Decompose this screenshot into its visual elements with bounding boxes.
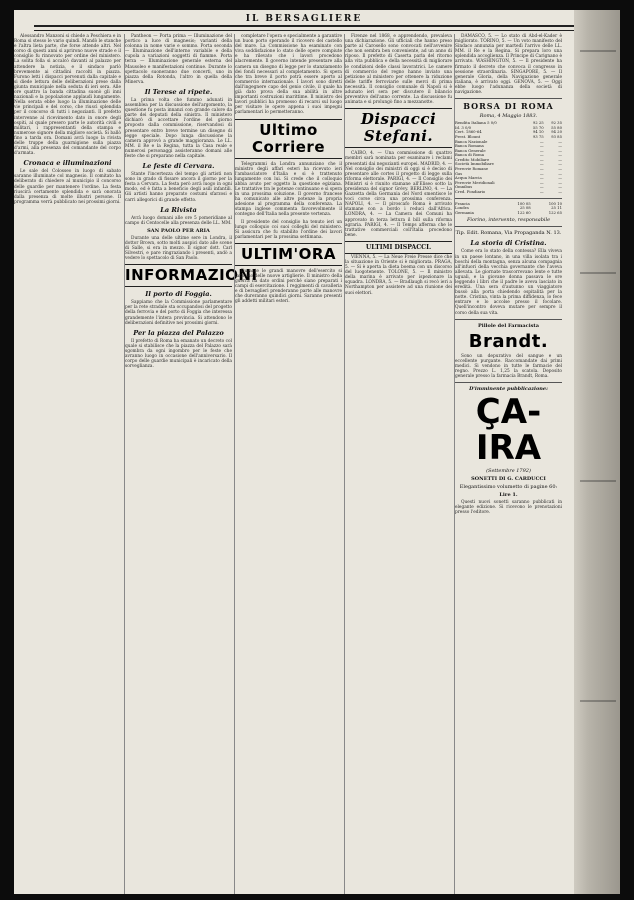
- informazioni-headline: INFORMAZIONI: [125, 264, 232, 287]
- borsa-label: Credito Mobiliare: [455, 156, 490, 162]
- column-2-text-f: Il prefetto di Roma ha emanato un decreto col quale si stabilisce che la piazza del Palazzo sarà sgombra da ogni ingombro per le feste che avranno luogo in occasione dell'anniversario. Il corpo delle guardie municipali è incaricato della sorveglianza.: [125, 338, 232, 370]
- ad-rule-2: [455, 382, 562, 383]
- column-3-text-3: Il presidente del consiglio ha tenuto ieri un lungo colloquio coi suoi colleghi del ministero. Si assicura che fu stabilito l'ordine dei lavori parlamentari per la prossima settimana.: [235, 219, 342, 240]
- gutter-mark: [580, 700, 616, 702]
- borsa-label: Banca di Roma: [455, 152, 484, 158]
- binding-gutter: [574, 10, 620, 894]
- borsa-value: —: [539, 147, 544, 153]
- gutter-mark: [580, 272, 616, 274]
- column-4: [344, 34, 452, 894]
- borsa-value: 93 75: [532, 133, 544, 139]
- borsa-value: —: [558, 138, 562, 144]
- column-2-text-c: Avrà luogo domani alle ore 5 pomeridiane al campo di Centocelle alla presenza delle LL. MM.: [125, 215, 232, 226]
- borsa-value: —: [539, 170, 544, 176]
- feuilleton-title: La storia di Cristina.: [470, 239, 547, 248]
- column-2-text-a: La prima volta che fummo adunati in assemblea per la discussione dell'argomento, la questione fu posta innanzi con grande calore da parte dei deputati della sinistra. Il ministero dichiarò di accettare l'ordine del giorno proposto dalla commissione, riservandosi di presentare entro breve termine un disegno di legge speciale. Dopo lunga discussione la camera approvò a grande maggioranza. Le LL. MM. il Re e la Regina, tutta la Casa reale e numerosi personaggi assisteranno domani alle feste che si preparano nella capitale.: [125, 97, 232, 159]
- borsa-value: —: [558, 184, 562, 190]
- column-1: [14, 34, 121, 894]
- borsa-note: Fiorino, intervento, responsabile: [466, 217, 551, 224]
- borsa-value: 122 60: [517, 209, 531, 215]
- ad-2-text: Questi nuovi sonetti saranno pubblicati in elegante edizione. Si ricevono le prenotazioni presso l'editore.: [455, 500, 562, 516]
- column-2-text-d: Durante una delle ultime sere in Londra, il dottor Brown, sotto molti auspici dato alle scene di Salle, si era in mezzo. Il signor dott. Carl Silvestri, e pare ringraziando i presenti, andò a vedere lo spettacolo di San Paolo.: [125, 235, 232, 262]
- column-3-text-4: Durante le grandi manovre dell'esercito si farà uso delle nuove artiglierie. Il ministro della guerra ha dato ordini perché siano preparati i campi di esercitazione. I reggimenti di cavalleria e di bersaglieri prenderanno parte alle manovre che dureranno quindici giorni. Saranno presenti gli addetti militari esteri.: [235, 268, 342, 305]
- borsa-label: Ferrovie Romane: [455, 166, 489, 172]
- borsa-value: 94 20: [551, 129, 562, 135]
- borsa-label: Omnibus: [455, 184, 473, 190]
- borsa-value: 122 65: [548, 209, 562, 215]
- borsa-value: —: [558, 161, 562, 167]
- borsa-value: —: [558, 166, 562, 172]
- gutter-mark: [580, 480, 616, 482]
- ultim-ora-headline: ULTIM'ORA: [235, 243, 342, 266]
- borsa-rule: [455, 198, 562, 199]
- column-2-text-e: Sappiamo che la Commissione parlamentare per la rete stradale sta occupandosi del progetto della ferrovia e del porto di Foggia che interessa grandemente l'intera provincia. Si attendono le deliberazioni definitive nei prossimi giorni.: [125, 300, 232, 326]
- column-2-heading-2: Le feste di Cervara.: [142, 162, 215, 171]
- borsa-value: —: [539, 184, 544, 190]
- borsa-value: 94 10: [532, 129, 544, 135]
- column-2-heading-3: La Rivista: [160, 205, 197, 214]
- borsa-label: Gas: [455, 170, 463, 176]
- column-4-text-3: VIENNA, 5. — La Neue Freie Presse dice che la situazione in Oriente si è migliorata. PRAGA, 5. — Si è aperta la dieta boema con un discorso del luogotenente. TOLONE, 5. — Il ministro della marina è arrivato per ispezionare la squadra. LONDRA, 5. — Bradlaugh si recò ieri a Northampton per assistere ad una riunione dei suoi elettori.: [345, 254, 452, 296]
- borsa-label: Rendita Italiana 5 0/0: [455, 120, 497, 126]
- borsa-date: Roma, 4 Maggio 1883.: [479, 113, 538, 120]
- ad-1-text: Sono un depurativo del sangue e un eccellente purgante. Raccomandate dai primi medici. Si vendono in tutte le farmacie del regno. Prezzo L. 1,25 la scatola. Deposito generale presso la farmacia Brandt, Roma.: [455, 353, 562, 379]
- ad-rule-1: [455, 319, 562, 320]
- borsa-label: Id. 3 0/0: [455, 124, 472, 130]
- column-4-text: Firenze nel 1868, e apprendendo, prevaleva una dichiarazione. Gli ufficiali che hanno preso parte al Carosello sono convocati nell'avvenire che non sembra ben conveniente, ad un anno di riposo. Il prefetto di Caserta parla del ritorno alla vita pubblica e della necessità di migliorare le condizioni delle classi lavoratrici. Le camere di commercio del regno hanno inviato una petizione al ministero per ottenere la riduzione delle tariffe ferroviarie sulle merci di prima necessità. Il consiglio comunale di Napoli si è adunato ieri sera per discutere il bilancio preventivo dell'anno corrente. La discussione fu animata e si prolungò fino a mezzanotte.: [345, 34, 452, 106]
- borsa-value: —: [558, 147, 562, 153]
- borsa-value: —: [539, 156, 544, 162]
- ad-2-price-label: Elegantissimo volumetto di pagine 60:: [459, 484, 558, 491]
- printer-line: Tip. Edit. Romana, Via Propaganda N. 13.: [455, 230, 562, 237]
- ad-2-author: SONETTI DI G. CARDUCCI: [471, 476, 546, 483]
- feuilleton-text: Come era lo stato della contessa? Ella viveva in un paese lontano, in una villa isolata tra i boschi della montagna, senza alcuna compagnia all'infuori della vecchia governante che l'aveva allevata. Le giornate trascorrevano lente e tutte uguali, e la giovane donna passava le ore leggendo i libri che il padre le aveva lasciato in eredità. Una sera d'autunno un viaggiatore bussò alla porta chiedendo ospitalità per la notte. Cristina, vinta la prima diffidenza, lo fece entrare e lo accolse presso il focolare. Quell'incontro doveva mutare per sempre il corso della sua vita.: [455, 249, 562, 316]
- borsa-value: 93 85: [551, 133, 562, 139]
- column-2-heading-6: Per la piazza del Palazzo: [133, 328, 224, 337]
- column-2-heading-1: Il Terese al ripete.: [144, 87, 213, 96]
- ad-2-subtitle: (Settembre 1792): [486, 468, 531, 475]
- borsa-row: [455, 190, 562, 195]
- column-4-text-2: CAIRO, 4. — Una commissione di quattro membri sarà nominata per esaminare i reclami presentati dai negozianti europei. MADRID, 4. — Nel consiglio dei ministri di oggi si è deciso di presentare alle cortes il progetto di legge sulla riforma elettorale. PARIGI, 4. — Il Consiglio dei Ministri si è riunito stamane all'Eliseo sotto la presidenza del signor Grévy. BERLINO, 4. — La Gazzetta della Germania del Nord smentisce le voci corse circa una prossima conferenza. NAPOLI, 4. — Il piroscafo Roma è arrivato stamane con a bordo i reduci dall'Africa. LONDRA, 4. — La Camera dei Comuni ha approvato in terza lettura il bill sulla riforma agraria. PARIGI, 4. — Il Temps afferma che le trattative commerciali coll'Italia procedono bene.: [345, 151, 452, 238]
- borsa-value: 25 08: [519, 205, 531, 211]
- column-1-section-heading: Cronaca e illuminazioni: [23, 159, 112, 168]
- borsa-label: Cert. 1860-64: [455, 129, 482, 135]
- borsa-title: BORSA DI ROMA: [463, 101, 554, 112]
- borsa-value: —: [539, 189, 544, 195]
- borsa-label: Acqua Marcia: [455, 175, 482, 181]
- column-5-rule-2: [455, 226, 562, 227]
- masthead-rule: [34, 25, 574, 31]
- ultimo-corriere-headline: Ultimo Corriere: [235, 119, 342, 159]
- borsa-value: —: [539, 166, 544, 172]
- borsa-label: Prest. Blount: [455, 133, 481, 139]
- borsa-value: —: [539, 161, 544, 167]
- ad-1-title: Brandt.: [468, 330, 549, 352]
- borsa-table: [455, 121, 562, 195]
- borsa-value: —: [558, 156, 562, 162]
- borsa-label: Cred. Fondiario: [455, 189, 486, 195]
- ad-1-pretitle: Pillole del Farmacista: [478, 322, 539, 329]
- borsa-label: Banca Romana: [455, 143, 484, 149]
- borsa-value: —: [558, 189, 562, 195]
- borsa-value: —: [539, 152, 544, 158]
- column-2-text-b: Stante l'incertezza del tempo gli artisti non sono in grado di fissare ancora il giorno per la festa a Cervara. La festa però avrà luogo in ogni modo, ed è fatta a beneficio degli asili infantili. Gli artisti hanno preparato costumi sfarzosi e carri allegorici di grande effetto.: [125, 172, 232, 203]
- column-3-text: completare l'opera e specialmente a garantire un buon porto sperando il ricovero del castello del mare. La Commissione ha esaminato con viva soddisfazione lo stato delle opere compiute e ha rilevato che i lavori procedono alacremente. Il governo intende presentare alla camera un disegno di legge per lo stanziamento dei fondi necessari al completamento. Si spera che tra breve il porto potrà essere aperto al commercio internazionale. I lavori sono diretti dall'ingegnere capo del genio civile, il quale ha già dato prova della sua abilità in altre importanti costruzioni marittime. Il ministro dei lavori pubblici ha promesso di recarsi sul luogo per visitare le opere appena i suoi impegni parlamentari lo permetteranno.: [235, 34, 342, 116]
- borsa-label: Banca Nazionale: [455, 138, 488, 144]
- ad-2-title: ÇA-IRA: [475, 392, 542, 469]
- borsa-row: [455, 211, 562, 216]
- borsa-label: Ferrovie Meridionali: [455, 179, 495, 185]
- column-5-text: DAMASCO, 5. — Lo stato di Abd-el-Kader è migliorato. TORINO, 5. — Un voto manifesto del Sindaco annunzia per martedì l'arrivo delle LL. MM. il Re e la Regina. Si prepara loro una splendida accoglienza. Il Principe di Carignano è arrivato. WASHINGTON, 5. — Il presidente ha firmato il decreto che convoca il congresso in sessione straordinaria. SINGAPORE, 5. — Il generale Gloria, della Navigazione generale italiana, è arrivato oggi. GENOVA, 5. — Oggi ebbe luogo l'adunanza della società di navigazione.: [455, 34, 562, 96]
- column-2-heading-4: SAN PAOLO PER ARIA: [147, 227, 210, 234]
- borsa-value: —: [558, 179, 562, 185]
- borsa-value: —: [558, 143, 562, 149]
- borsa-label: Banca Generale: [455, 147, 486, 153]
- column-2: [124, 34, 258, 894]
- borsa-value: 55 70: [532, 124, 544, 130]
- borsa-value: —: [539, 175, 544, 181]
- gutter-mark: [580, 50, 616, 52]
- column-2-heading-5: Il porto di Foggia.: [145, 290, 212, 299]
- column-3: [234, 34, 342, 894]
- dispacci-stefani-headline: Dispacci Stefani.: [345, 108, 452, 148]
- borsa-value: —: [539, 143, 544, 149]
- borsa-value: 55 80: [551, 124, 562, 130]
- newspaper-page: [14, 10, 620, 894]
- borsa-value: 25 11: [551, 205, 562, 211]
- borsa-value: 92 25: [532, 120, 544, 126]
- ad-2-price: Lire 1.: [499, 492, 518, 499]
- borsa-label: Londra: [455, 205, 469, 211]
- column-3-text-2: Telegrammi da Londra annunziano che il ministro degli affari esteri ha ricevuto ieri l'ambasciatore d'Italia e si è trattenuto lungamente con lui. Si crede che il colloquio abbia avuto per oggetto la questione egiziana. Le trattative tra le potenze continuano e si spera in una prossima soluzione. Il governo francese ha comunicato alle altre potenze la propria adesione al programma della conferenza. La stampa inglese commenta favorevolmente il contegno dell'Italia nella presente vertenza.: [235, 161, 342, 218]
- borsa-value: —: [558, 152, 562, 158]
- masthead: IL BERSAGLIERE: [245, 14, 363, 24]
- column-1-text-2: Le sale del Colosseo in luogo di sabato saranno illuminate col magnesio. Il comitato ha deliberato di chiedere al municipio il concorso delle guardie per mantenere l'ordine. La festa riuscirà certamente splendida e sarà onorata dalla presenza di molte illustri persone. Il programma verrà pubblicato nei prossimi giorni.: [14, 169, 121, 205]
- borsa-cambi-table: [455, 202, 562, 216]
- borsa-label: Francia: [455, 200, 470, 206]
- borsa-value: —: [539, 179, 544, 185]
- borsa-value: 100 10: [548, 200, 562, 206]
- ad-2-pretitle: D'imminente pubblicazione:: [469, 386, 548, 393]
- column-5-rule: [455, 98, 562, 99]
- ultimi-dispacci-headline: ULTIMI DISPACCI.: [345, 241, 452, 254]
- column-5: [454, 34, 562, 894]
- column-1-text: Alessandro Manzoni si chiede a Peschiera e in Roma si stesso le vario quindi. Mandò le stanche e l'altra lieta parte, che forse attende altri. Nel corso di questi anni si aprirono nuove strade e il consiglio fu rinnovato per ordine del ministero. La solita folla si accalcò davanti al palazzo per attendere la notizia, e il sindaco parlò brevemente ai cittadini raccolti in piazza. Furono letti i dispacci pervenuti dalla capitale e si diede lettura delle deliberazioni prese dalla giunta municipale nella seduta di ieri sera. Alle ore quattro la banda cittadina suonò gli inni nazionali e la popolazione applaudì lungamente. Nella serata ebbe luogo la illuminazione delle vie principali e del corso, che riuscì splendida per il concorso di tutti i negozianti. Il prefetto intervenne al ricevimento dato in onore degli ospiti, al quale presero parte le autorità civili e militari, i rappresentanti della stampa e numerose signore della migliore società. Si ballò fino a tarda ora. Domani avrà luogo la rivista delle truppe della guarnigione sulla piazza d'armi, alla presenza del comandante del corpo d'armata.: [14, 34, 121, 157]
- column-2-text: Pantheon — Porta prima — Illuminazione del portico a luce di magnesio; varianti della colonna in nome varie e sommo. Porta seconda — Illuminazione dell'interno variabile e della cupola a variazioni soggetti di fiamme. Porta terza — Illuminazione generale esterna del Mausoleo e manifestazioni continue. Durante lo spettacolo suoneranno due concerti, uno in piazza della Rotonda, l'altro in quella della Minerva.: [125, 34, 232, 85]
- borsa-value: —: [539, 138, 544, 144]
- borsa-value: —: [558, 170, 562, 176]
- borsa-value: —: [558, 175, 562, 181]
- borsa-label: Società Immobiliare: [455, 161, 494, 167]
- borsa-value: 100 05: [517, 200, 531, 206]
- borsa-label: Germania: [455, 209, 474, 215]
- borsa-value: 92 35: [551, 120, 562, 126]
